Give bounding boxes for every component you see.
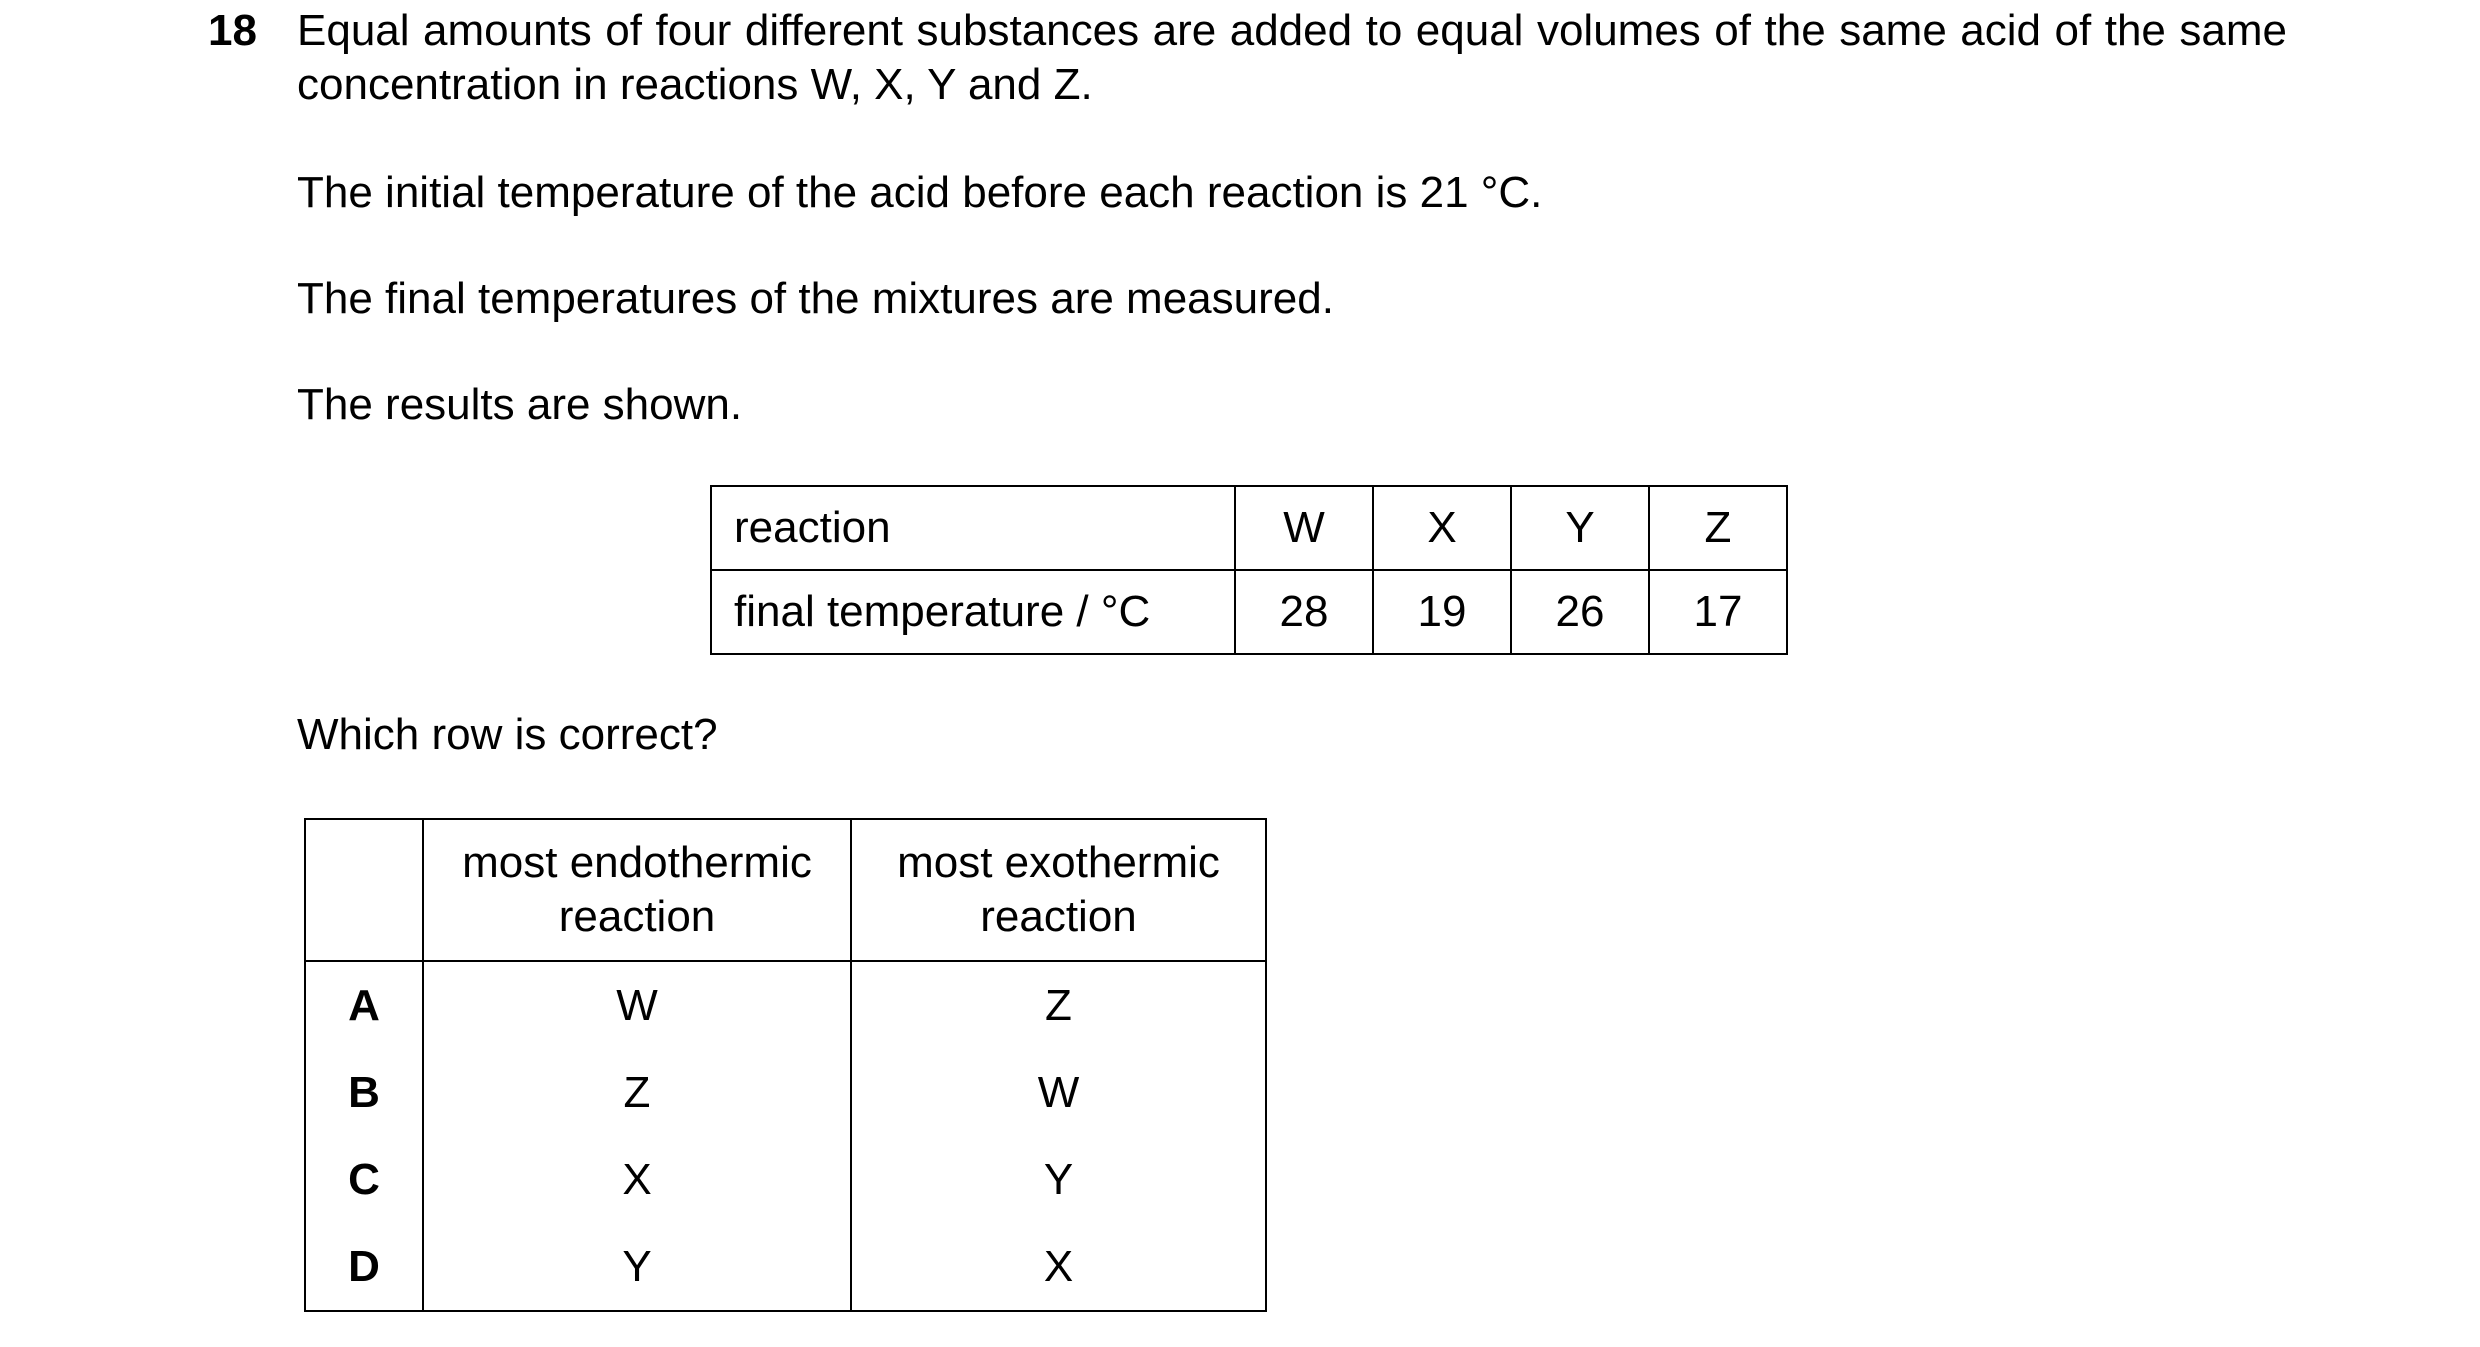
row-label-final-temperature: final temperature / °C <box>711 570 1235 654</box>
answer-header-row <box>305 819 1266 961</box>
option-letter[interactable]: D <box>305 1223 423 1311</box>
reaction-z: Z <box>1649 486 1787 570</box>
option-letter[interactable]: A <box>305 961 423 1049</box>
question-prompt: Which row is correct? <box>297 710 718 759</box>
option-exothermic: Z <box>851 961 1266 1049</box>
option-exothermic: W <box>851 1049 1266 1136</box>
header-most-endothermic <box>423 819 851 961</box>
reaction-x: X <box>1373 486 1511 570</box>
header-endothermic-line1: most endothermic <box>462 838 812 887</box>
option-endothermic: Y <box>423 1223 851 1311</box>
temperature-x: 19 <box>1373 570 1511 654</box>
initial-temperature-text: The initial temperature of the acid before each reaction is 21 °C. <box>297 168 1543 217</box>
results-row-reaction <box>711 486 1787 570</box>
option-exothermic: X <box>851 1223 1266 1311</box>
temperature-y: 26 <box>1511 570 1649 654</box>
option-letter[interactable]: B <box>305 1049 423 1136</box>
option-endothermic: X <box>423 1136 851 1223</box>
question-number: 18 <box>208 6 257 55</box>
question-stem: Equal amounts of four different substances are added to equal volumes of the same acid of the same concentration in reactions W, X, Y and Z. <box>297 6 2287 109</box>
option-letter[interactable]: C <box>305 1136 423 1223</box>
option-endothermic: W <box>423 961 851 1049</box>
answer-row-b[interactable] <box>305 1049 1266 1136</box>
option-endothermic: Z <box>423 1049 851 1136</box>
header-blank-cell <box>305 819 423 961</box>
header-exothermic-line2: reaction <box>980 892 1137 941</box>
final-temperatures-text: The final temperatures of the mixtures are measured. <box>297 274 1334 323</box>
option-exothermic: Y <box>851 1136 1266 1223</box>
answer-row-a[interactable] <box>305 961 1266 1049</box>
results-row-temperature <box>711 570 1787 654</box>
temperature-w: 28 <box>1235 570 1373 654</box>
reaction-y: Y <box>1511 486 1649 570</box>
answer-row-c[interactable] <box>305 1136 1266 1223</box>
results-intro-text: The results are shown. <box>297 380 743 429</box>
answer-row-d[interactable] <box>305 1223 1266 1311</box>
header-exothermic-line1: most exothermic <box>897 838 1220 887</box>
header-endothermic-line2: reaction <box>558 892 716 941</box>
answer-options-table <box>304 818 1267 1312</box>
reaction-w: W <box>1235 486 1373 570</box>
temperature-z: 17 <box>1649 570 1787 654</box>
results-table <box>710 485 1788 655</box>
row-label-reaction: reaction <box>711 486 1235 570</box>
header-most-exothermic <box>851 819 1266 961</box>
